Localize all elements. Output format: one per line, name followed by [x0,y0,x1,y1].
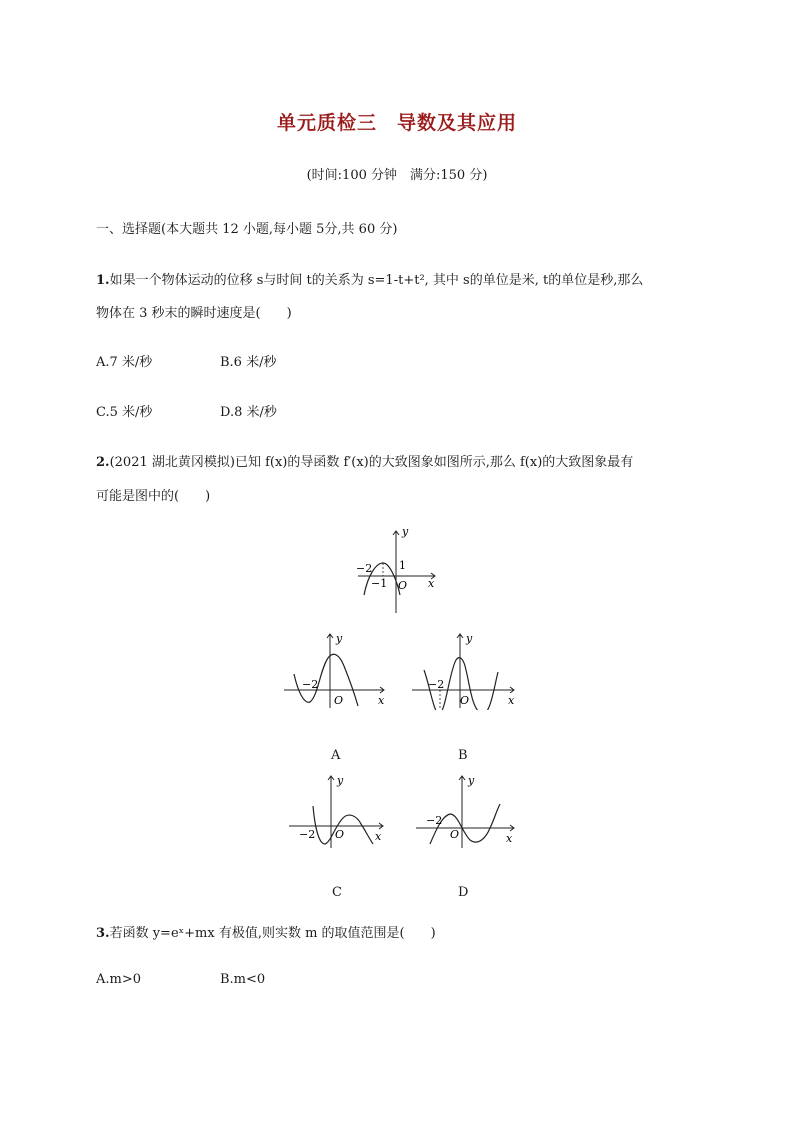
option-label-b: B [458,748,468,763]
y-label: y [402,525,409,538]
question-3-option-b: B.m<0 [220,972,266,987]
question-3-line-1 [96,922,436,941]
page-title: 单元质检三 导数及其应用 [276,112,517,134]
y-label: y [337,774,344,787]
tick-label-1: 1 [399,559,406,572]
x-label: x [506,832,513,845]
tick-label-minus-2: −2 [302,678,319,691]
question-3-option-a: A.m>0 [96,972,142,987]
section-heading: 一、选择题(本大题共 12 小题,每小题 5分,共 60 分) [96,222,398,237]
question-2-line-1 [96,451,633,470]
tick-label-minus-2: −2 [356,562,373,575]
option-graph-d [412,772,520,850]
question-2-text: (2021 湖北黄冈模拟)已知 f(x)的导函数 f′(x)的大致图象如图所示,那么 f(x)的大致图象最有 [109,455,634,470]
origin-label: O [450,828,460,841]
origin-label: O [335,828,345,841]
y-label: y [336,632,343,645]
derivative-graph-figure [350,525,450,615]
tick-label-minus-1: −1 [371,577,388,590]
question-2-number: 2. [96,455,110,470]
tick-label-minus-2: −2 [299,828,316,841]
question-1-number: 1. [96,273,110,288]
question-3-text: 若函数 y=eˣ+mx 有极值,则实数 m 的取值范围是( ) [109,926,436,941]
y-label: y [466,632,473,645]
question-1-option-c: C.5 米/秒 [96,405,153,420]
tick-label-minus-2: −2 [426,814,443,827]
option-label-d: D [458,885,469,900]
origin-label: O [334,694,344,707]
question-2-line-2: 可能是图中的( ) [96,489,211,504]
x-label: x [378,694,385,707]
x-label: x [428,577,435,590]
question-1-line-2: 物体在 3 秒末的瞬时速度是( ) [96,306,292,321]
origin-label: O [460,694,470,707]
option-graph-a [280,630,390,710]
exam-meta: (时间:100 分钟 满分:150 分) [306,168,488,183]
question-1-option-a: A.7 米/秒 [96,355,153,370]
question-1-option-d: D.8 米/秒 [220,405,277,420]
question-1-text: 如果一个物体运动的位移 s与时间 t的关系为 s=1-t+t², 其中 s的单位是米, t的单位是秒,那么 [109,273,644,288]
tick-label-minus-2: −2 [428,678,445,691]
question-1-line-1 [96,269,643,288]
option-label-a: A [331,748,341,763]
question-1-option-b: B.6 米/秒 [220,355,277,370]
x-label: x [375,830,382,843]
origin-label: O [398,579,408,592]
question-3-number: 3. [96,926,110,941]
x-label: x [508,694,515,707]
option-label-c: C [332,885,342,900]
y-label: y [468,774,475,787]
option-graph-c [285,772,389,850]
option-graph-b [408,630,520,710]
